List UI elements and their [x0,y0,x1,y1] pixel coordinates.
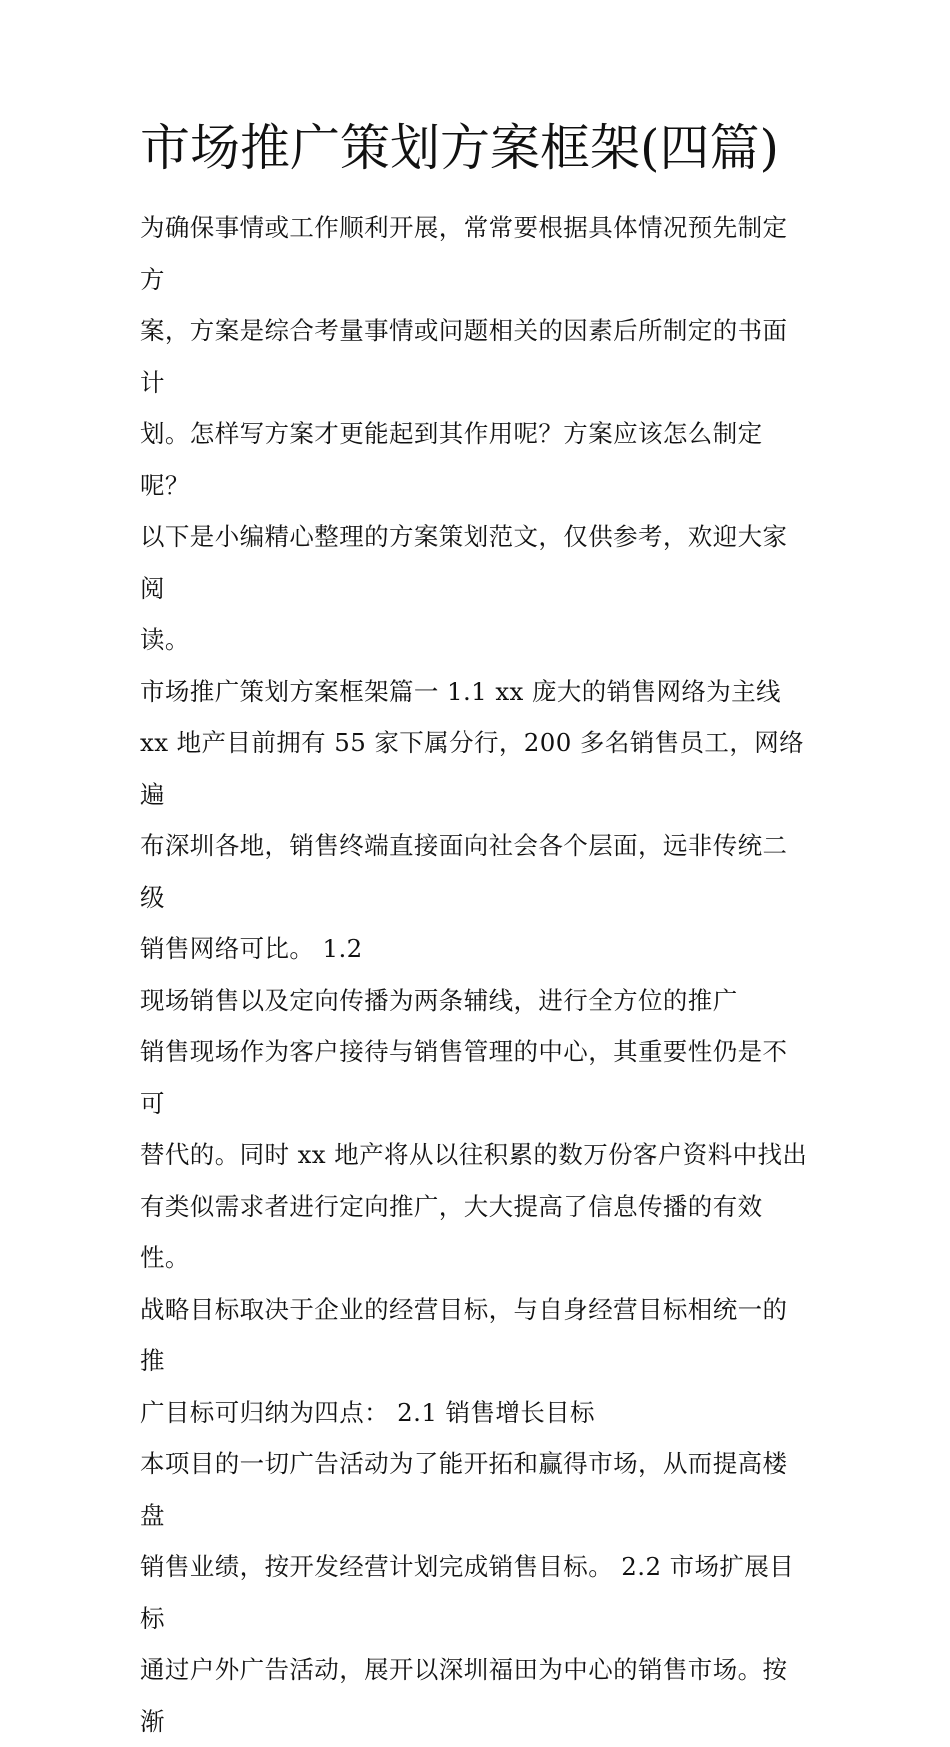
paragraph-project-ads: 本项目的一切广告活动为了能开拓和赢得市场，从而提高楼盘 销售业绩，按开发经营计划完成销售目标。 2.2 市场扩展目标 通过户外广告活动，展开以深圳福田为中心的销售市场。按渐 [140,1449,795,1736]
document-title: 市场推广策划方案框架(四篇) [140,119,780,177]
paragraph-section-1-1: 市场推广策划方案框架篇一 1.1 xx 庞大的销售网络为主线 [140,676,781,706]
paragraph-sales-site: 销售现场作为客户接待与销售管理的中心，其重要性仍是不可 替代的。同时 xx 地产将从以往积累的数万份客户资料中找出 有类似需求者进行定向推广，大大提高了信息传播的有效性。 战略目标取决于企业的经营目标，与自身经营目标相统一的推 广目标可归纳为四点： 2.1 销售增长目标 [140,1037,808,1427]
paragraph-section-1-2: 现场销售以及定向传播为两条辅线，进行全方位的推广 [140,985,738,1015]
paragraph-sales-network: xx 地产目前拥有 55 家下属分行，200 多名销售员工，网络遍 布深圳各地，销售终端直接面向社会各个层面，远非传统二级 销售网络可比。 1.2 [140,728,805,963]
paragraph-intro: 为确保事情或工作顺利开展，常常要根据具体情况预先制定方 案，方案是综合考量事情或问题相关的因素后所制定的书面计 划。怎样写方案才更能起到其作用呢？方案应该怎么制定呢？ 以下是小编精心整理的方案策划范文，仅供参考，欢迎大家阅 读。 [140,213,788,654]
document-body [140,202,812,1747]
